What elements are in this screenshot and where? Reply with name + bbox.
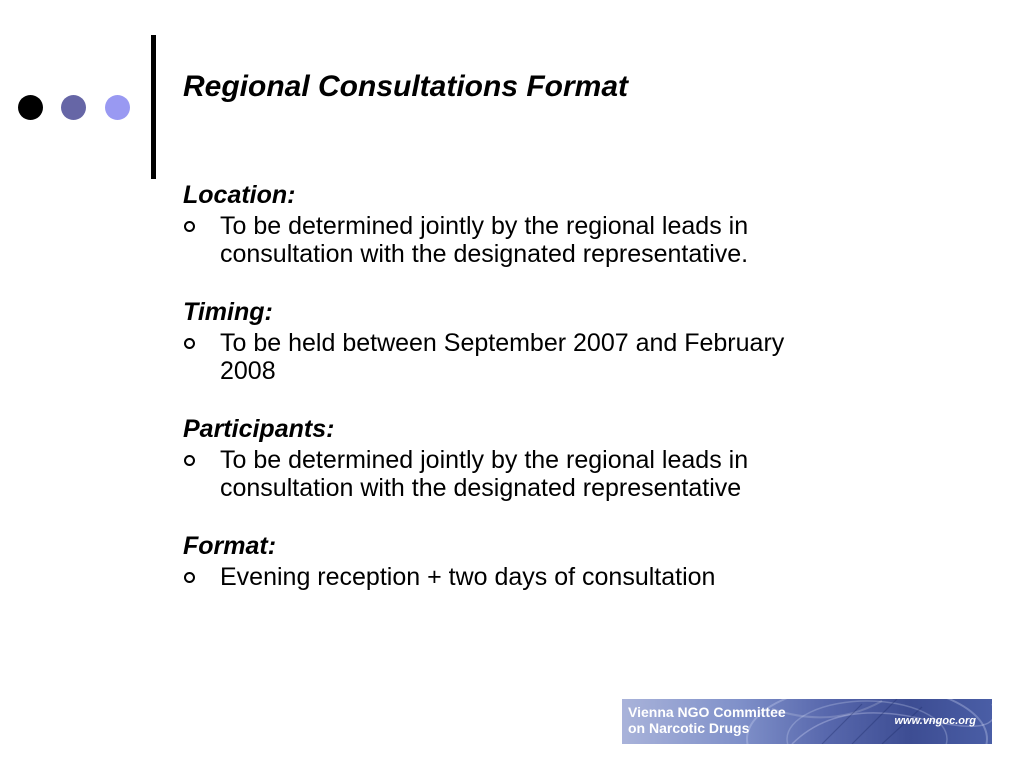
hollow-bullet-icon <box>184 338 195 349</box>
bullet-item <box>183 329 883 385</box>
section-heading: Participants: <box>183 415 335 443</box>
hollow-bullet-icon <box>184 572 195 583</box>
vertical-divider <box>151 35 156 179</box>
decorative-dot-purple <box>61 95 86 120</box>
bullet-item <box>183 212 883 268</box>
logo-organization-name <box>628 704 786 736</box>
hollow-bullet-icon <box>184 221 195 232</box>
vngoc-logo-banner <box>622 699 992 744</box>
logo-name-line: on Narcotic Drugs <box>628 720 750 736</box>
bullet-line: To be held between September 2007 and February <box>220 329 785 357</box>
section-location <box>183 180 883 268</box>
slide-content <box>183 180 883 620</box>
bullet-line: To be determined jointly by the regional leads in <box>220 446 749 474</box>
slide-title: Regional Consultations Format <box>183 70 629 103</box>
decorative-dot-lavender <box>105 95 130 120</box>
decorative-dot-black <box>18 95 43 120</box>
section-timing <box>183 297 883 385</box>
logo-url: www.vngoc.org <box>894 715 976 727</box>
bullet-item <box>183 563 883 591</box>
bullet-line: To be determined jointly by the regional leads in <box>220 212 749 240</box>
section-heading: Location: <box>183 181 296 209</box>
section-participants <box>183 414 883 502</box>
bullet-line: consultation with the designated representative. <box>220 240 749 268</box>
section-format <box>183 531 883 591</box>
bullet-line: consultation with the designated representative <box>220 474 742 502</box>
bullet-item <box>183 446 883 502</box>
bullet-line: 2008 <box>220 357 276 385</box>
bullet-line: Evening reception + two days of consultation <box>220 563 716 591</box>
logo-name-line: Vienna NGO Committee <box>628 704 786 720</box>
section-heading: Format: <box>183 532 277 560</box>
section-heading: Timing: <box>183 298 273 326</box>
hollow-bullet-icon <box>184 455 195 466</box>
